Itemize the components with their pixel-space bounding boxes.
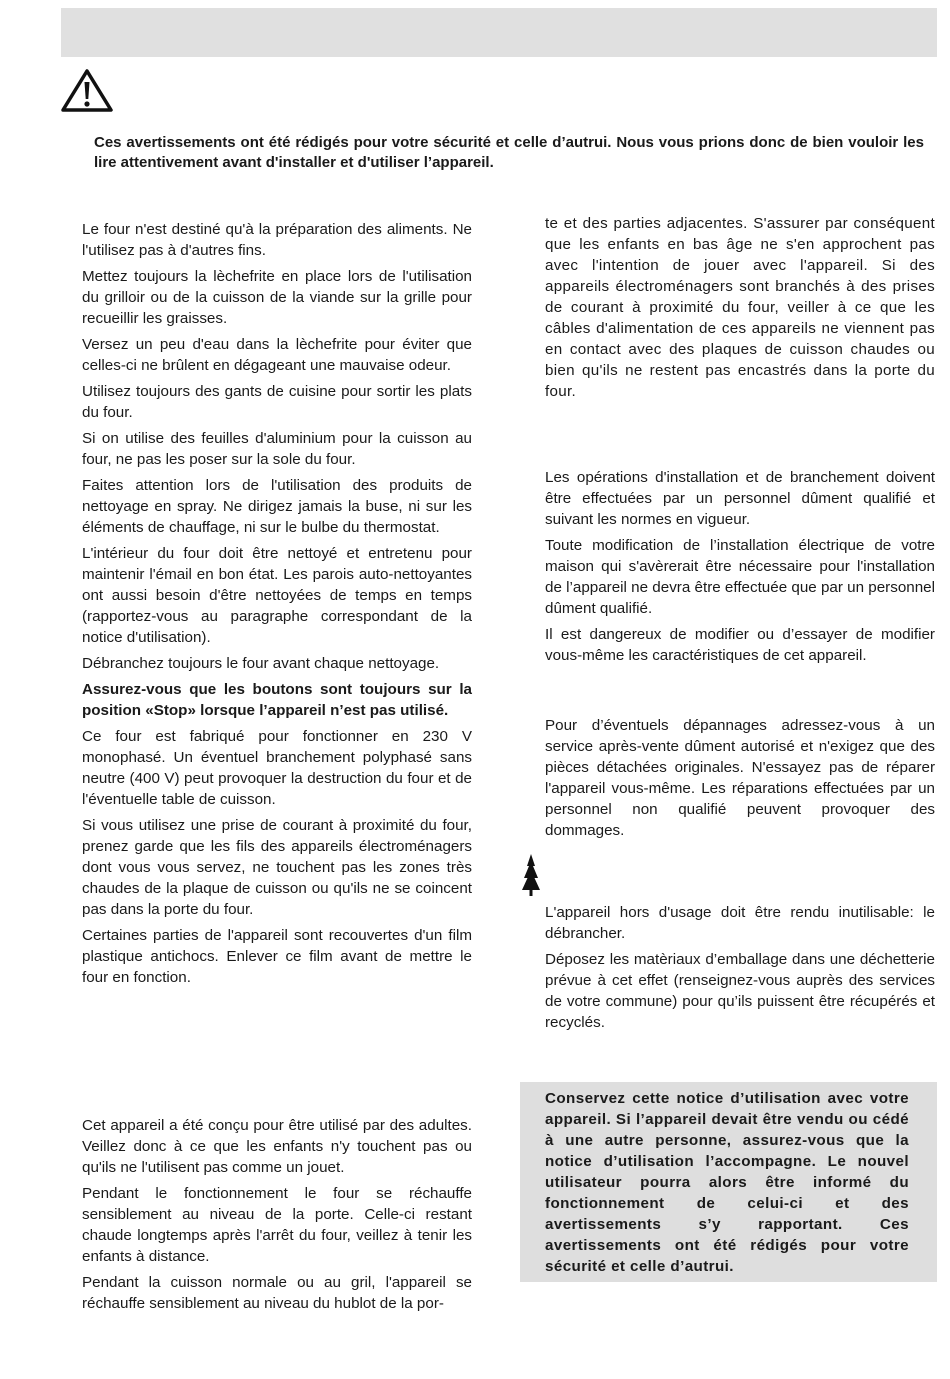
left-column-children [82,1115,472,1319]
right-column-installation [545,467,935,671]
paragraph: Les opérations d'installation et de branchement doivent être effectuées par un personnel dûment qualifié et suivant les normes en vigueur. [545,469,935,528]
notice-text: Conservez cette notice d’utilisation avec votre appareil. Si l’appareil devait être vendu ou cédé à une autre personne, assurez-vous que la notice d’utilisation l’accompagne. Le nouvel utilisateur pourra alors être informé du fonctionnement de celui-ci et des avertissements s’y rapportant. Ces avertissements ont été rédigés pour votre sécurité et celle d’autrui. [545,1090,909,1275]
paragraph: Mettez toujours la lèchefrite en place lors de l'utilisation du grilloir ou de la cuisson de la viande sur la grille pour recueillir les graisses. [82,268,472,327]
paragraph: Débranchez toujours le four avant chaque nettoyage. [82,655,440,672]
right-column-environment [545,902,935,1038]
paragraph: L'intérieur du four doit être nettoyé et entretenu pour maintenir l'émail en bon état. Les parois auto-nettoyantes ont aussi besoin d'être nettoyées de temps en temps (rapportez-vous au paragraphe correspondant de la notice d'utilisation). [82,545,472,646]
paragraph: L'appareil hors d'usage doit être rendu inutilisable: le débrancher. [545,904,935,942]
warning-triangle-icon [60,68,114,113]
paragraph: Il est dangereux de modifier ou d’essayer de modifier vous-même les caractéristiques de cet appareil. [545,626,935,664]
paragraph: Déposez les matèriaux d’emballage dans une déchetterie prévue à cet effet (renseignez-vous auprès des services de votre commune) pour qu’ils puissent être récupérés et recyclés. [545,951,935,1031]
paragraph: Ce four est fabriqué pour fonctionner en 230 V monophasé. Un éventuel branchement polyphasé sans neutre (400 V) peut provoquer la destruction du four et de l'éventuelle table de cuisson. [82,728,472,808]
paragraph-emphasis: Assurez-vous que les boutons sont toujours sur la position «Stop» lorsque l’appareil n’est pas utilisé. [82,681,472,719]
paragraph: Si on utilise des feuilles d'aluminium pour la cuisson au four, ne pas les poser sur la sole du four. [82,430,472,468]
paragraph: Cet appareil a été conçu pour être utilisé par des adultes. Veillez donc à ce que les enfants n'y touchent pas ou qu'ils ne l'utilisent pas comme un jouet. [82,1117,472,1176]
intro-text: Ces avertissements ont été rédigés pour votre sécurité et celle d’autrui. Nous vous prions donc de bien vouloir les lire attentivement avant d'installer et d'utiliser l’appareil. [94,134,924,171]
paragraph: Pour d’éventuels dépannages adressez-vous à un service après-vente dûment autorisé et n'exigez que des pièces détachées originales. N'essayez pas de réparer l'appareil vous-même. Les réparations effectuées par un personnel non qualifié peuvent provoquer des dommages. [545,717,935,839]
paragraph: Faites attention lors de l'utilisation des produits de nettoyage en spray. Ne dirigez jamais la buse, ni sur les éléments de chauffage, ni sur le bulbe du thermostat. [82,477,472,536]
paragraph: Le four n'est destiné qu'à la préparation des aliments. Ne l'utilisez pas à d'autres fins. [82,221,472,259]
paragraph: Utilisez toujours des gants de cuisine pour sortir les plats du four. [82,383,472,421]
paragraph: Pendant le fonctionnement le four se réchauffe sensiblement au niveau de la porte. Celle-ci restant chaude longtemps après l'arrêt du four, veillez à tenir les enfants à distance. [82,1185,472,1265]
notice-box [520,1082,937,1282]
paragraph: Versez un peu d'eau dans la lèchefrite pour éviter que celles-ci ne brûlent en dégageant une mauvaise odeur. [82,336,472,374]
right-column-service [545,715,935,846]
paragraph: Toute modification de l’installation électrique de votre maison qui s'avèrerait être nécessaire pour l'installation de l’appareil ne devra être effectuée que par un personnel dûment qualifié. [545,537,935,617]
paragraph: Certaines parties de l'appareil sont recouvertes d'un film plastique antichocs. Enlever ce film avant de mettre le four en fonction. [82,927,472,986]
paragraph: te et des parties adjacentes. S'assurer par conséquent que les enfants en bas âge ne s'en approchent pas avec l'intention de jouer avec l'appareil. Si des appareils électroménagers sont branchés à des prises de courant à proximité du four, veiller à ce que les câbles d'alimentation de ces appareils ne viennent pas en contact avec des plaques de cuisson chaudes ou bien qu'ils ne restent pas encastrés dans la porte du four. [545,215,935,400]
right-column-continuation [545,213,935,407]
paragraph: Si vous utilisez une prise de courant à proximité du four, prenez garde que les fils des appareils électroménagers dont vous vous servez, ne touchent pas les zones très chaudes de la plaque de cuisson ou qu'ils ne se coincent pas dans la porte du four. [82,817,472,918]
left-column-safety [82,219,472,993]
paragraph: Pendant la cuisson normale ou au gril, l'appareil se réchauffe sensiblement au niveau du hublot de la por- [82,1274,472,1312]
header-band [61,8,937,57]
tree-icon [520,852,542,898]
